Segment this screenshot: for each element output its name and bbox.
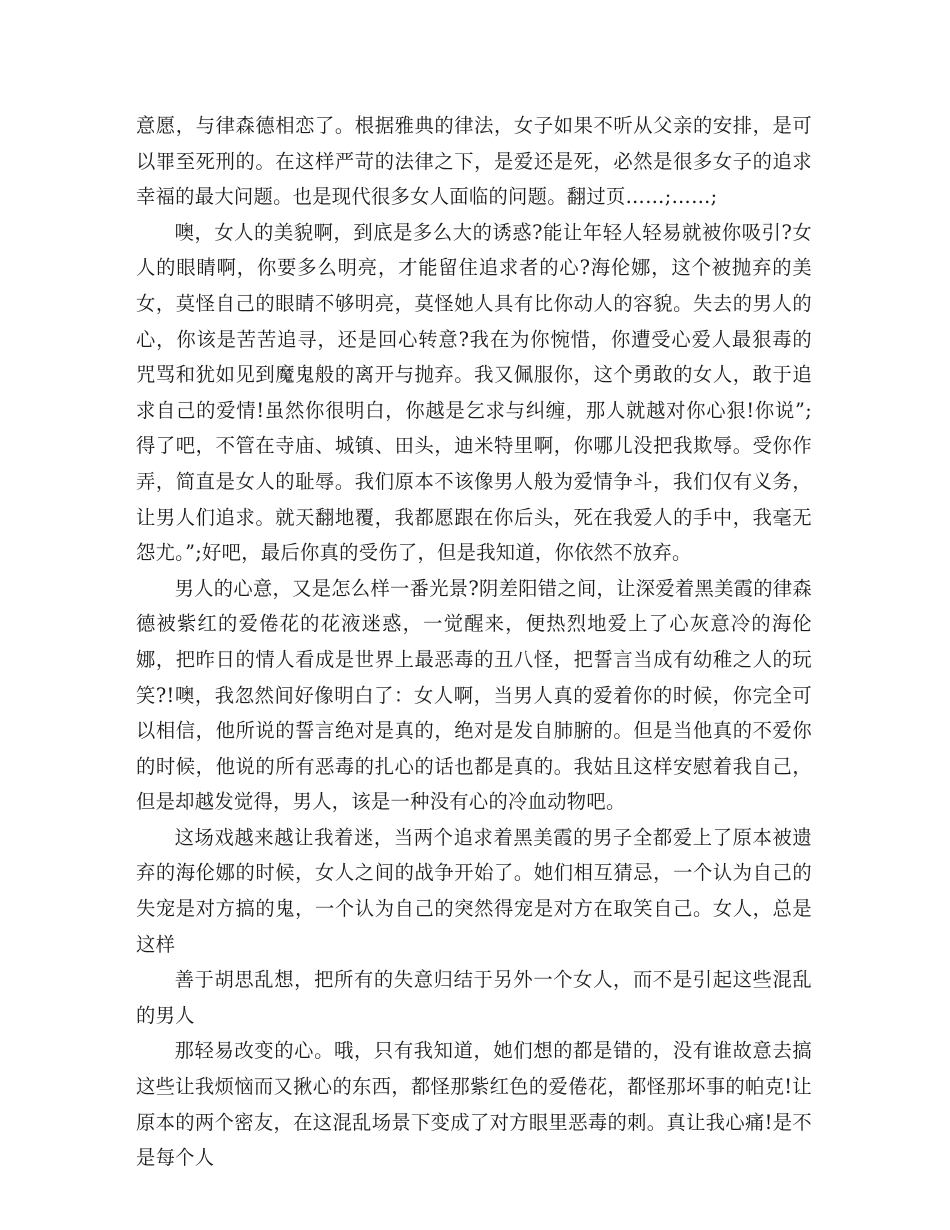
document-body	[136, 108, 812, 1176]
paragraph-5: 善于胡思乱想，把所有的失意归结于另外一个女人，而不是引起这些混乱的男人	[136, 968, 812, 1027]
paragraph-2: 噢，女人的美貌啊，到底是多么大的诱惑?能让年轻人轻易就被你吸引?女人的眼睛啊，你要多么明亮，才能留住追求者的心?海伦娜，这个被抛弃的美女，莫怪自己的眼睛不够明亮，莫怪她人具有比你动人的容貌。失去的男人的心，你该是苦苦追寻，还是回心转意?我在为你惋惜，你遭受心爱人最狠毒的咒骂和犹如见到魔鬼般的离开与抛弃。我又佩服你，这个勇敢的女人，敢于追求自己的爱情!虽然你很明白，你越是乞求与纠缠，那人就越对你心狠!你说”;得了吧，不管在寺庙、城镇、田头，迪米特里啊，你哪儿没把我欺辱。受你作弄，简直是女人的耻辱。我们原本不该像男人般为爱情争斗，我们仅有义务，让男人们追求。就天翻地覆，我都愿跟在你后头，死在我爱人的手中，我毫无怨尤。”;好吧，最后你真的受伤了，但是我知道，你依然不放弃。	[136, 220, 812, 565]
paragraph-4: 这场戏越来越让我着迷，当两个追求着黑美霞的男子全都爱上了原本被遗弃的海伦娜的时候，女人之间的战争开始了。她们相互猜忌，一个认为自己的失宠是对方搞的鬼，一个认为自己的突然得宠是对方在取笑自己。女人，总是这样	[136, 825, 812, 956]
paragraph-1: 意愿，与律森德相恋了。根据雅典的律法，女子如果不听从父亲的安排，是可以罪至死刑的。在这样严苛的法律之下，是爱还是死，必然是很多女子的追求幸福的最大问题。也是现代很多女人面临的问题。翻过页……;……;	[136, 114, 812, 209]
paragraph-6: 那轻易改变的心。哦，只有我知道，她们想的都是错的，没有谁故意去搞这些让我烦恼而又揪心的东西，都怪那紫红色的爱倦花，都怪那坏事的帕克!让原本的两个密友，在这混乱场景下变成了对方眼里恶毒的刺。真让我心痛!是不是每个人	[136, 1039, 812, 1170]
paragraph-3: 男人的心意，又是怎么样一番光景?阴差阳错之间，让深爱着黑美霞的律森德被紫红的爱倦花的花液迷惑，一觉醒来，便热烈地爱上了心灰意冷的海伦娜，把昨日的情人看成是世界上最恶毒的丑八怪，把誓言当成有幼稚之人的玩笑?!噢，我忽然间好像明白了：女人啊，当男人真的爱着你的时候，你完全可以相信，他所说的誓言绝对是真的，绝对是发自肺腑的。但是当他真的不爱你的时候，他说的所有恶毒的扎心的话也都是真的。我姑且这样安慰着我自己，但是却越发觉得，男人，该是一种没有心的冷血动物吧。	[136, 576, 812, 814]
